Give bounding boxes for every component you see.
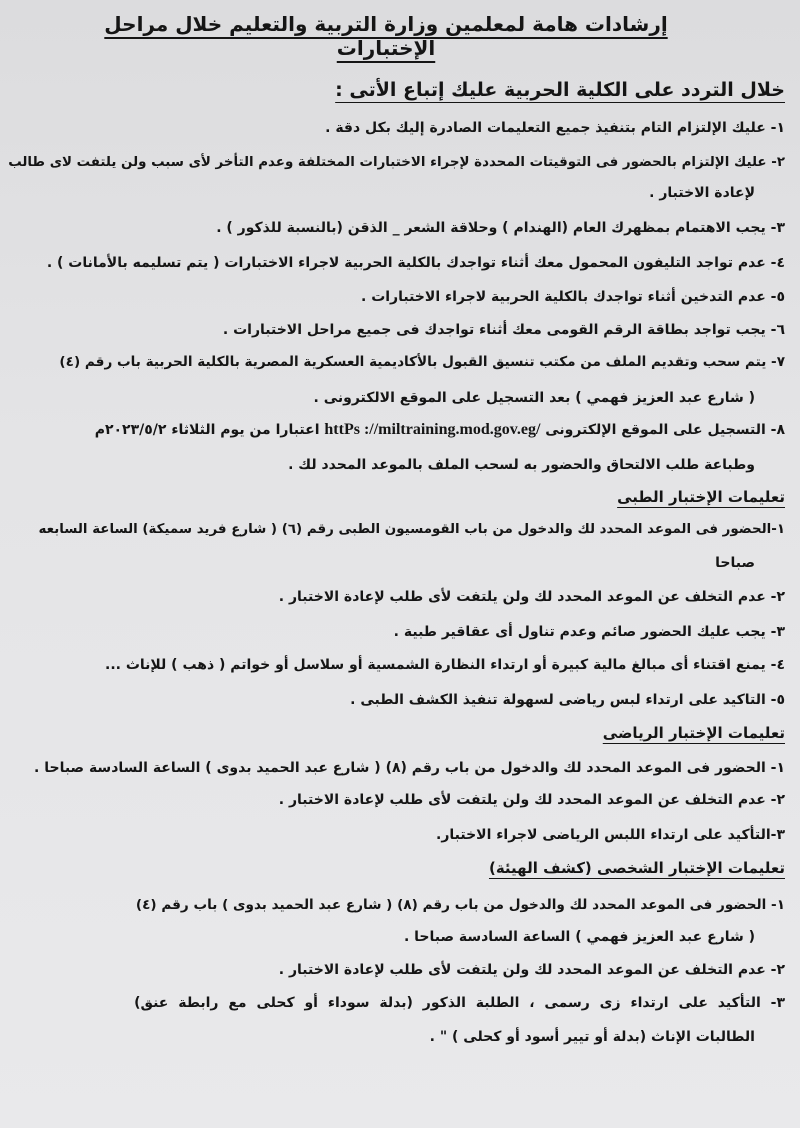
personal-item-1-cont: ( شارع عبد العزيز فهمي ) الساعة السادسة صباحا . xyxy=(403,929,755,945)
personal-heading: تعليمات الإختبار الشخصى (كشف الهيئة) xyxy=(488,859,785,877)
general-item-8-date: اعتبارا من يوم الثلاثاء ٢٠٢٣/٥/٢م xyxy=(94,422,320,438)
personal-item-2: ٢- عدم التخلف عن الموعد المحدد لك ولن يلتفت لأى طلب لإعادة الاختبار . xyxy=(278,962,785,978)
medical-heading: تعليمات الإختبار الطبى xyxy=(617,488,785,506)
sports-item-1: ١- الحضور فى الموعد المحدد لك والدخول من باب رقم (٨) ( شارع عبد الحميد بدوى ) الساعة السادسة صباحا . xyxy=(34,760,785,776)
sports-heading: تعليمات الإختبار الرياضى xyxy=(602,724,785,742)
general-item-2: ٢- عليك الإلتزام بالحضور فى التوقيتات المحددة لإجراء الاختبارات المختلفة وعدم التأخر لأى سبب ولن يلتفت لاى طالب xyxy=(8,155,785,170)
general-item-3: ٣- يجب الاهتمام بمظهرك العام (الهندام ) وحلاقة الشعر _ الذقن (بالنسبة للذكور ) . xyxy=(216,220,785,236)
general-item-6: ٦- يجب تواجد بطاقة الرقم القومى معك أثناء تواجدك فى جميع مراحل الاختبارات . xyxy=(222,322,785,338)
medical-item-3: ٣- يجب عليك الحضور صائم وعدم تناول أى عقاقير طبية . xyxy=(393,624,785,640)
personal-item-1: ١- الحضور فى الموعد المحدد لك والدخول من باب رقم (٨) ( شارع عبد الحميد بدوى ) باب رقم (٤) xyxy=(135,897,785,913)
registration-url[interactable]: httPs ://miltraining.mod.gov.eg/ xyxy=(324,421,541,438)
sports-item-2: ٢- عدم التخلف عن الموعد المحدد لك ولن يلتفت لأى طلب لإعادة الاختبار . xyxy=(278,792,785,808)
medical-item-5: ٥- التاكيد على ارتداء لبس رياضى لسهولة تنفيذ الكشف الطبى . xyxy=(350,692,785,708)
general-item-1: ١- عليك الإلتزام التام بتنفيذ جميع التعليمات الصادرة إليك بكل دقة . xyxy=(325,120,785,136)
general-item-7: ٧- يتم سحب وتقديم الملف من مكتب تنسيق القبول بالأكاديمية العسكرية المصرية بالكلية الحربية باب رقم (٤) xyxy=(59,354,785,370)
general-item-7-cont: ( شارع عبد العزيز فهمي ) بعد التسجيل على الموقع الالكترونى . xyxy=(313,390,755,406)
general-item-8 xyxy=(95,420,785,440)
general-item-8-label: ٨- التسجيل على الموقع الإلكترونى xyxy=(545,422,785,438)
sports-item-3: ٣-التأكيد على ارتداء اللبس الرياضى لاجراء الاختبار. xyxy=(436,827,785,843)
general-item-5: ٥- عدم التدخين أثناء تواجدك بالكلية الحربية لاجراء الاختبارات . xyxy=(361,289,785,305)
medical-item-4: ٤- يمنع اقتناء أى مبالغ مالية كبيرة أو ارتداء النظارة الشمسية أو سلاسل أو خواتم ( ذهب ) للإناث ... xyxy=(105,657,785,673)
medical-item-2: ٢- عدم التخلف عن الموعد المحدد لك ولن يلتفت لأى طلب لإعادة الاختبار . xyxy=(278,589,785,605)
intro-heading: خلال التردد على الكلية الحربية عليك إتباع الأتى : xyxy=(335,79,785,101)
general-item-4: ٤- عدم تواجد التليفون المحمول معك أثناء تواجدك بالكلية الحربية لاجراء الاختبارات ( يتم تسليمه بالأمانات ) . xyxy=(46,255,785,271)
medical-item-1: ١-الحضور فى الموعد المحدد لك والدخول من باب القومسيون الطبى رقم (٦) ( شارع فريد سميكة) الساعة السابعه xyxy=(38,522,785,537)
general-item-8-cont: وطباعة طلب الالتحاق والحضور به لسحب الملف بالموعد المحدد لك . xyxy=(288,457,755,473)
medical-item-1-cont: صباحا xyxy=(715,555,755,571)
general-item-2-cont: لإعادة الاختبار . xyxy=(649,185,755,201)
personal-item-3-cont: الطالبات الإناث (بدلة أو تيير أسود أو كحلى ) " . xyxy=(429,1029,755,1045)
personal-item-3: ٣- التأكيد على ارتداء زى رسمى ، الطلبة الذكور (بدلة سوداء أو كحلى مع رابطة عنق) xyxy=(134,995,785,1011)
document-title: إرشادات هامة لمعلمين وزارة التربية والتعليم خلال مراحل الإختبارات xyxy=(104,12,668,60)
